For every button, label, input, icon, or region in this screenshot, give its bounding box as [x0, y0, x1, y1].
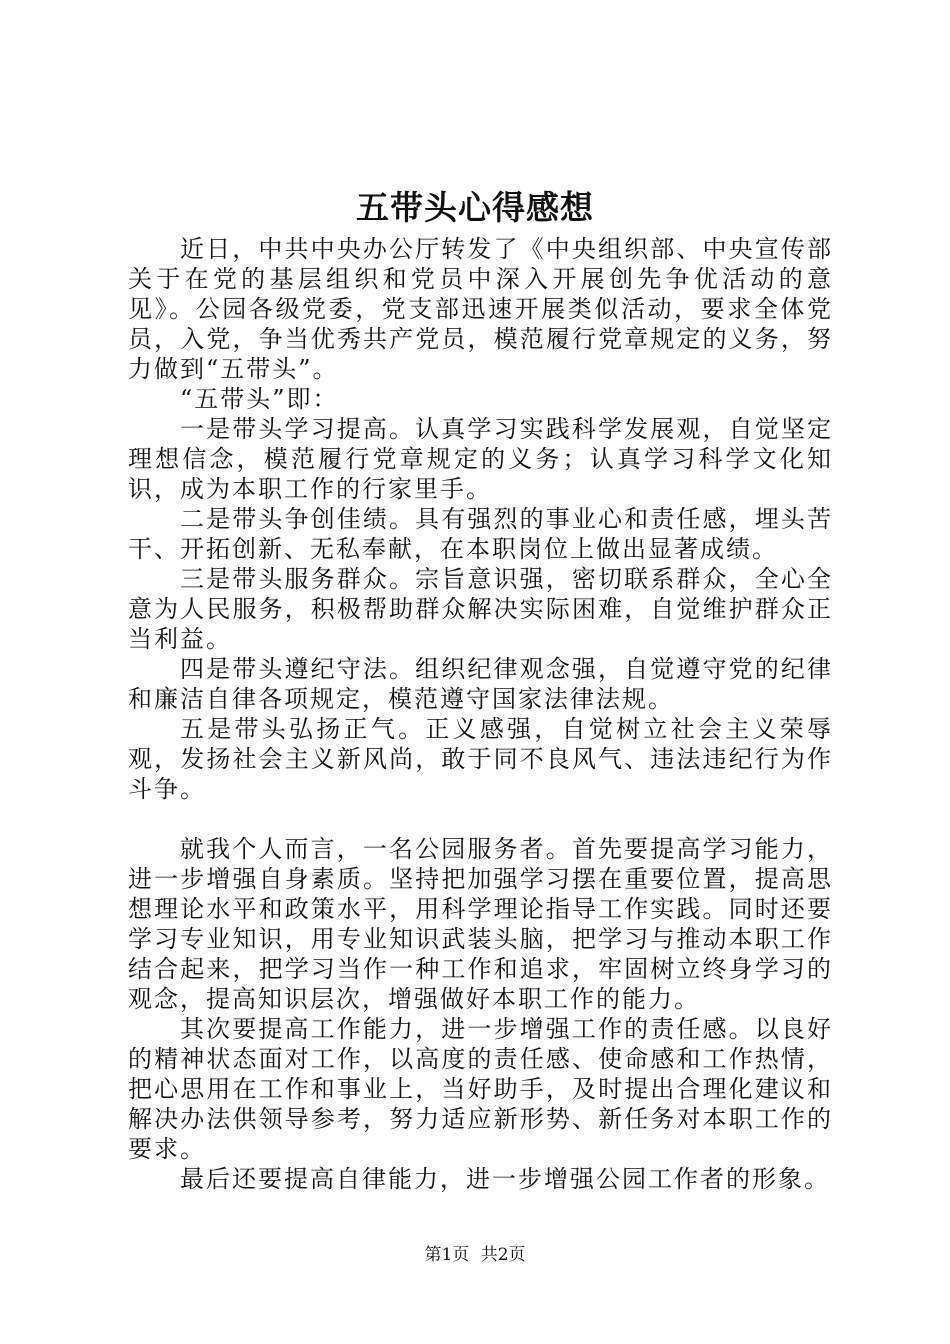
page-title: 五带头心得感想	[356, 188, 594, 227]
paragraph-point-two: 二是带头争创佳绩。具有强烈的事业心和责任感，埋头苦干、开拓创新、无私奉献，在本职岗位上做出显著成绩。	[128, 505, 833, 563]
paragraph-point-five: 五是带头弘扬正气。正义感强，自觉树立社会主义荣辱观，发扬社会主义新风尚，敢于同不良风气、违法违纪行为作斗争。	[128, 715, 833, 803]
document-body	[128, 234, 833, 1194]
paragraph-point-four: 四是带头遵纪守法。组织纪律观念强，自觉遵守党的纪律和廉洁自律各项规定，模范遵守国家法律法规。	[128, 655, 833, 713]
page-footer	[0, 1244, 950, 1266]
paragraph-personal-third: 最后还要提高自律能力，进一步增强公园工作者的形象。	[180, 1165, 830, 1193]
paragraph-personal-first: 就我个人而言，一名公园服务者。首先要提高学习能力，进一步增强自身素质。坚持把加强学习摆在重要位置，提高思想理论水平和政策水平，用科学理论指导工作实践。同时还要学习专业知识，用专业知识武装头脑，把学习与推动本职工作结合起来，把学习当作一种工作和追求，牢固树立终身学习的观念，提高知识层次，增强做好本职工作的能力。	[128, 835, 833, 1013]
paragraph-five-heads-lead: “五带头”即：	[180, 385, 339, 413]
paragraph-spacer	[128, 804, 833, 834]
page-total: 共2页	[480, 1245, 526, 1265]
paragraph-intro: 近日，中共中央办公厅转发了《中央组织部、中央宣传部关于在党的基层组织和党员中深入开展创先争优活动的意见》。公园各级党委，党支部迅速开展类似活动，要求全体党员，入党，争当优秀共产党员，模范履行党章规定的义务，努力做到“五带头”。	[128, 235, 833, 383]
paragraph-personal-second: 其次要提高工作能力，进一步增强工作的责任感。以良好的精神状态面对工作，以高度的责任感、使命感和工作热情，把心思用在工作和事业上，当好助手，及时提出合理化建议和解决办法供领导参考，努力适应新形势、新任务对本职工作的要求。	[128, 1015, 833, 1163]
paragraph-point-one: 一是带头学习提高。认真学习实践科学发展观，自觉坚定理想信念，模范履行党章规定的义务；认真学习科学文化知识，成为本职工作的行家里手。	[128, 415, 833, 503]
paragraph-point-three: 三是带头服务群众。宗旨意识强，密切联系群众，全心全意为人民服务，积极帮助群众解决实际困难，自觉维护群众正当利益。	[128, 565, 833, 653]
page-number: 第1页	[424, 1245, 470, 1265]
